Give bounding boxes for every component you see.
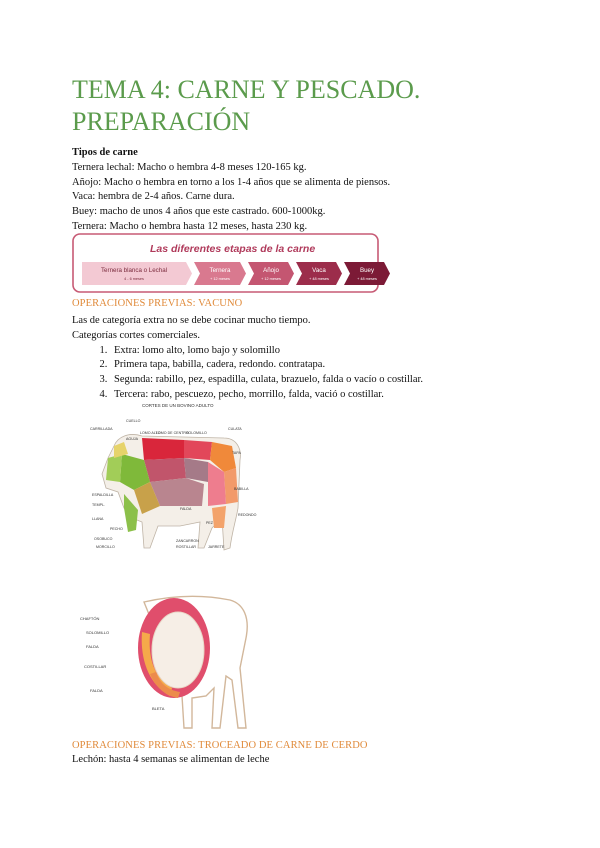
cut-lomo-alto [142,438,184,460]
cow-figure-title: CORTES DE UN BOVINO ADULTO [142,403,214,408]
cut-label: CARRILLADA [90,427,113,431]
tipos-line: Vaca: hembra de 2-4 años. Carne dura. [72,191,235,203]
cut-lomo-centro [184,440,212,460]
cut-redondo [212,506,226,528]
stage-sub: + 12 meses [261,277,281,281]
cut-label: TAPA [232,451,241,455]
cut-label: PECHO [110,527,123,531]
stage-label: Ternera blanca o Lechal [100,267,168,274]
list-item: 3. Segunda: rabillo, pez, espadilla, culata, brazuelo, falda o vacío o costillar. [110,373,542,388]
cut-label: LLANA [92,517,104,521]
stages-figure [72,233,384,293]
cut-label: COSTILLAR [84,664,107,669]
tipos-line: Ternera: Macho o hembra hasta 12 meses, hasta 230 kg. [72,220,308,232]
cut-label: CUELLO [126,419,141,423]
stage-label: Buey [359,267,375,274]
cut-label: MORCILLO [96,545,115,549]
cut-label: FALDA [86,644,99,649]
cut-label: ESPALDILLA [92,493,114,497]
cut-label: BABILLA [234,487,249,491]
vacuno-line: Las de categoría extra no se debe cocinar mucho tiempo. [72,315,311,326]
cortes-list [72,344,542,403]
cut-label: AGUJA [126,437,138,441]
cut-label: PEZ [206,521,213,525]
stage-label: Vaca [312,267,326,274]
section-heading-vacuno: OPERACIONES PREVIAS: VACUNO [72,298,243,309]
rear-cross-section [152,612,204,688]
section-heading-cerdo: OPERACIONES PREVIAS: TROCEADO DE CARNE DE CERDO [72,740,368,751]
stage-sub: + 48 meses [309,277,329,281]
vacuno-line: Categorías cortes comerciales. [72,329,200,341]
list-item: 2. Primera tapa, babilla, cadera, redondo. contratapa. [110,358,542,373]
tipos-line: Añojo: Macho o hembra en torno a los 1-4 años que se alimenta de piensos. [72,176,391,188]
tipos-de-carne-section [72,146,542,235]
cut-label: BLETA [152,706,165,711]
tipos-line: Ternera lechal: Macho o hembra 4-8 meses 120-165 kg. [72,161,307,173]
cut-label: ZANCARRON [176,539,199,543]
stages-title: Las diferentes etapas de la carne [150,243,316,255]
tipos-line: Buey: macho de unos 4 años que este castrado. 600-1000kg. [72,206,326,218]
cut-label: FALDA [90,688,103,693]
cut-label: JARRETE [208,545,225,549]
cut-label: FALDA [180,507,192,511]
vacuno-section [72,314,542,403]
cut-label: CULATA [228,427,242,431]
cut-label: REDONDO [238,513,257,517]
stage-label: Ternera [209,267,231,274]
stage-sub: + 12 meses [210,277,230,281]
cerdo-line: Lechón: hasta 4 semanas se alimentan de leche [72,754,270,765]
cut-label: OSOBUCO [94,537,113,541]
cut-label: SOLOMILLO [86,630,110,635]
cut-label: SOLOMILLO [186,431,207,435]
page-title: TEMA 4: CARNE Y PESCADO. PREPARACIÓN [72,75,421,136]
cut-label: LOMO ALTO [140,431,161,435]
cut-cuello [106,454,122,482]
stage-sub: 4 - 6 meses [124,277,144,281]
cut-label: CHAFTÓN [80,616,100,621]
cut-label: ROSTILLAR [176,545,196,549]
list-item: 4. Tercera: rabo, pescuezo, pecho, morrillo, falda, vació o costillar. [110,388,542,403]
stage-label: Añojo [263,267,279,274]
cut-label: LOMO DE CENTRO [156,431,189,435]
list-item: 1. Extra: lomo alto, lomo bajo y solomillo [110,344,542,359]
stage-sub: + 48 meses [357,277,377,281]
cow-cuts-figure [84,398,257,570]
tipos-heading: Tipos de carne [72,147,138,158]
cut-lomo [144,458,186,482]
cut-tapa [224,468,238,504]
cow-rear-figure [80,588,256,736]
cut-label: TEMPL. [92,503,105,507]
